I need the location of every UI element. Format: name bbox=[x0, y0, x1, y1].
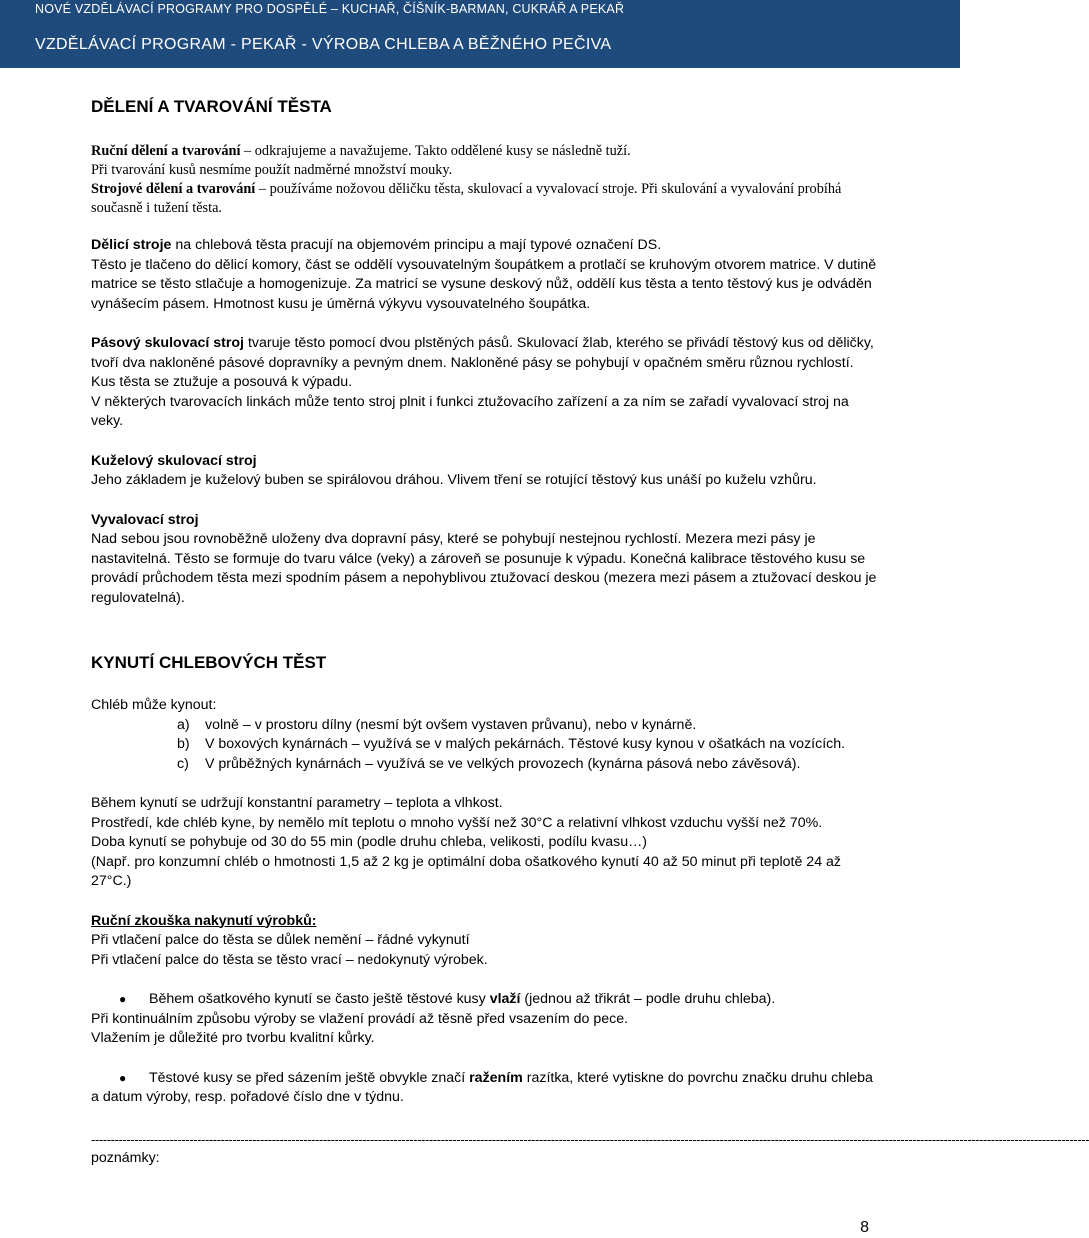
page-header bbox=[0, 0, 960, 68]
paragraph-delici-stroje bbox=[91, 236, 881, 256]
bullet-text-part: Těstové kusy se před sázením ještě obvykle značí bbox=[149, 1069, 470, 1086]
bullet-text-part: Během ošatkového kynutí se často ještě těstové kusy bbox=[149, 991, 490, 1007]
term-rucni-deleni: Ruční dělení a tvarování bbox=[91, 143, 241, 159]
paragraph-parametry: Během kynutí se udržují konstantní parametry – teplota a vlhkost. bbox=[91, 795, 503, 811]
term-vlazi: vlaží bbox=[489, 991, 521, 1007]
paragraph-vyvalovaci-stroj: Nad sebou jsou rovnoběžně uloženy dva dopravní pásy, které se pohybují nestejnou rychlostí. Mezera mezi pásy je nastavitelná. Těsto se formuje do tvaru válce (veky) a zároveň se posunuje k výpadu. Konečná kalibrace těstového kusu se provádí průchodem těsta mezi spodním pásem a nepohyblivou ztužovací deskou (mezera mezi pásem a ztužovací deskou je regulovatelná). bbox=[91, 531, 877, 606]
paragraph-text: – používáme nožovou děličku těsta, skulovací a vyvalovací stroje. Při skulování a vyvalování probíhá současně i tužení těsta. bbox=[91, 181, 842, 216]
notes-label: poznámky: bbox=[91, 1150, 160, 1166]
paragraph-zkouska-1: Při vtlačení palce do těsta se důlek nemění – řádné vykynutí bbox=[91, 932, 470, 948]
paragraph-strojove-deleni bbox=[91, 180, 881, 218]
section-title-deleni: DĚLENÍ A TVAROVÁNÍ TĚSTA bbox=[91, 97, 332, 116]
notes-separator: -------------------------------------------------------------------------------------------------------------------------------------------------------------------------------------------------------------------------------------------------------------- bbox=[91, 1131, 1089, 1147]
list-item-c bbox=[91, 755, 881, 775]
paragraph-priklad: (Např. pro konzumní chléb o hmotnosti 1,5 až 2 kg je optimální doba ošatkového kynutí 40 až 50 minut při teplotě 24 až 27°C.) bbox=[91, 853, 842, 889]
paragraph-mouka: Při tvarování kusů nesmíme použít nadměrné množství mouky. bbox=[91, 162, 453, 178]
section-title-kynuti: KYNUTÍ CHLEBOVÝCH TĚST bbox=[91, 653, 327, 672]
list-item-a bbox=[91, 716, 881, 736]
paragraph-kontinualni: Při kontinuálním způsobu výroby se vlažení provádí až těsně před vsazením do pece. bbox=[91, 1010, 629, 1027]
paragraph-text: na chlebová těsta pracují na objemovém principu a mají typové označení DS. bbox=[171, 237, 662, 253]
document-body bbox=[91, 96, 1089, 1169]
list-item-b bbox=[91, 735, 881, 755]
paragraph-rucni-deleni bbox=[91, 142, 881, 161]
paragraph-pasovy-stroj bbox=[91, 334, 881, 393]
paragraph-delici-komora: Těsto je tlačeno do dělicí komory, část se oddělí vysouvatelným šoupátkem a protlačí se kruhovým otvorem matrice. V dutině matrice se těsto stlačuje a homogenizuje. Za matricí se vysune deskový nůž, oddělí kus těsta a tento těstový kus je odváděn vynášecím pásem. Hmotnost kusu je úměrná výkyvu vysouvatelného šoupátka. bbox=[91, 256, 877, 312]
bullet-icon: ● bbox=[119, 1070, 127, 1085]
term-pasovy-stroj: Pásový skulovací stroj bbox=[91, 335, 244, 351]
paragraph-kuzelovy-stroj: Jeho základem je kuželový buben se spirálovou dráhou. Vlivem tření se rotující těstový kus unáší po kuželu vzhůru. bbox=[91, 472, 817, 488]
bullet-text-part: (jednou až třikrát – podle druhu chleba). bbox=[520, 991, 776, 1007]
term-strojove-deleni: Strojové dělení a tvarování bbox=[91, 181, 256, 197]
bullet-icon: ● bbox=[119, 992, 127, 1006]
list-marker: a) bbox=[177, 716, 190, 733]
list-item-text: V boxových kynárnách – využívá se v malých pekárnách. Těstové kusy kynou v ošatkách na vozících. bbox=[205, 736, 846, 752]
subheading-vyvalovaci-stroj: Vyvalovací stroj bbox=[91, 511, 199, 528]
bullet-item-razeni bbox=[91, 1069, 881, 1108]
paragraph-text: tvaruje těsto pomocí dvou plstěných pásů. Skulovací žlab, kterého se přivádí těstový kus od děličky, tvoří dva nakloněné pásové dopravníky a pevným dnem. Nakloněné pásy se pohybují v opačném směru různou rychlostí. Kus těsta se ztužuje a posouvá k výpadu. bbox=[91, 335, 874, 390]
list-item-text: V průběžných kynárnách – využívá se ve velkých provozech (kynárna pásová nebo závěsová). bbox=[205, 755, 801, 772]
paragraph-tvarovaci-linky: V některých tvarovacích linkách může tento stroj plnit i funkci ztužovacího zařízení a za ním se zařadí vyvalovací stroj na veky. bbox=[91, 393, 849, 429]
list-item-text: volně – v prostoru dílny (nesmí být ovšem vystaven průvanu), nebo v kynárně. bbox=[205, 716, 697, 733]
term-delici-stroje: Dělicí stroje bbox=[91, 237, 172, 253]
term-razenim: ražením bbox=[469, 1069, 523, 1086]
header-program-title: NOVÉ VZDĚLÁVACÍ PROGRAMY PRO DOSPĚLÉ – KUCHAŘ, ČÍŠNÍK-BARMAN, CUKRÁŘ A PEKAŘ bbox=[35, 2, 625, 16]
list-marker: c) bbox=[177, 755, 189, 772]
paragraph-prostredi: Prostředí, kde chléb kyne, by nemělo mít teplotu o mnoho vyšší než 30°C a relativní vlhkost vzduchu vyšší než 70%. bbox=[91, 814, 823, 831]
bullet-item-vlazeni bbox=[91, 990, 881, 1010]
list-marker: b) bbox=[177, 736, 190, 752]
subheading-kuzelovy-stroj: Kuželový skulovací stroj bbox=[91, 452, 257, 469]
paragraph-vlazeni-kurka: Vlažením je důležité pro tvorbu kvalitní kůrky. bbox=[91, 1030, 375, 1046]
paragraph-doba-kynuti: Doba kynutí se pohybuje od 30 do 55 min (podle druhu chleba, velikosti, podílu kvasu…) bbox=[91, 834, 648, 850]
bullet-text-part: razítka, které vytiskne do povrchu značku druhu chleba a datum výroby, resp. pořadové číslo dne v týdnu. bbox=[91, 1069, 873, 1105]
paragraph-zkouska-2: Při vtlačení palce do těsta se těsto vrací – nedokynutý výrobek. bbox=[91, 951, 488, 968]
paragraph-text: – odkrajujeme a navažujeme. Takto oddělené kusy se následně tuží. bbox=[240, 143, 631, 159]
paragraph-chleb-muze-kynout: Chléb může kynout: bbox=[91, 697, 217, 713]
bullet-text bbox=[149, 990, 775, 1010]
header-course-title: VZDĚLÁVACÍ PROGRAM - PEKAŘ - VÝROBA CHLEBA A BĚŽNÉHO PEČIVA bbox=[35, 36, 612, 53]
subheading-rucni-zkouska: Ruční zkouška nakynutí výrobků: bbox=[91, 912, 317, 929]
page-number: 8 bbox=[860, 1219, 869, 1236]
